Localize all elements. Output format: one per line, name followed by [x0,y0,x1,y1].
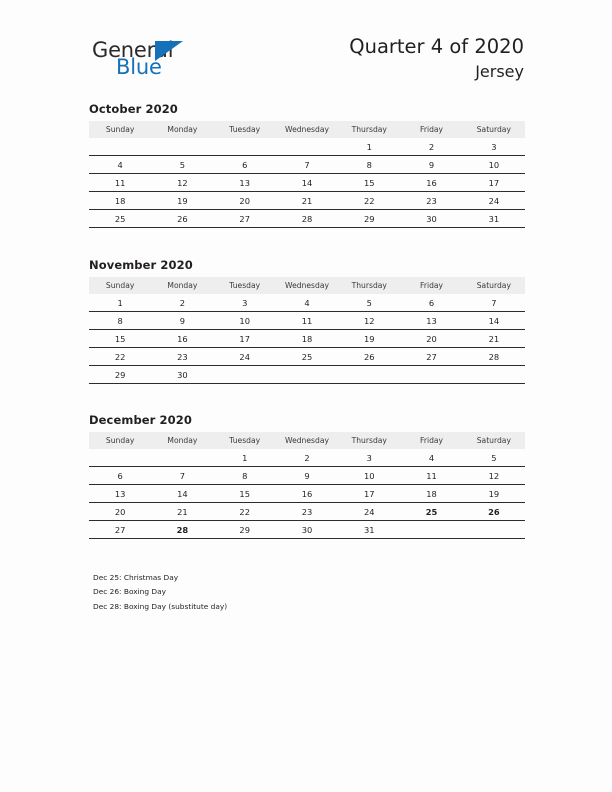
calendar-week-row [89,485,525,503]
calendar-day: 4 [400,449,462,467]
calendar-day: 15 [338,174,400,192]
calendar-day: 29 [214,521,276,539]
month-title: December 2020 [89,413,192,427]
calendar-day: 7 [463,294,525,312]
calendar-week-row [89,294,525,312]
calendar-day: 22 [214,503,276,521]
page-title: Quarter 4 of 2020 [349,35,524,58]
calendar-week-row [89,138,525,156]
calendar-day: 13 [214,174,276,192]
calendar-day: 11 [89,174,151,192]
calendar-day: 2 [400,138,462,156]
calendar-day-empty [276,138,338,156]
calendar-day: 17 [214,330,276,348]
calendar-day: 2 [151,294,213,312]
calendar-day: 7 [151,467,213,485]
calendar-day: 20 [89,503,151,521]
calendar-day: 4 [276,294,338,312]
calendar-day: 3 [463,138,525,156]
calendar-day: 18 [400,485,462,503]
calendar-day: 29 [338,210,400,228]
calendar-day: 11 [276,312,338,330]
calendar-day-empty [214,366,276,384]
holiday-legend-item: Dec 26: Boxing Day [93,587,167,597]
weekday-header-friday: Friday [400,121,462,138]
calendar-day-empty [400,521,462,539]
calendar-day: 23 [400,192,462,210]
calendar-day: 30 [400,210,462,228]
weekday-header-saturday: Saturday [463,432,525,449]
calendar-day: 8 [214,467,276,485]
calendar-day: 14 [463,312,525,330]
calendar-day: 27 [89,521,151,539]
calendar-day: 12 [338,312,400,330]
weekday-header-monday: Monday [151,432,213,449]
calendar-day: 31 [463,210,525,228]
calendar-day: 22 [89,348,151,366]
calendar-day: 4 [89,156,151,174]
calendar-header-row [89,277,525,294]
calendar-day: 24 [463,192,525,210]
weekday-header-sunday: Sunday [89,121,151,138]
weekday-header-saturday: Saturday [463,121,525,138]
calendar-day: 14 [276,174,338,192]
calendar-day-empty [276,366,338,384]
calendar-day: 16 [151,330,213,348]
calendar-day-holiday: 26 [463,503,525,521]
calendar-week-row [89,366,525,384]
calendar-day: 3 [214,294,276,312]
calendar-day: 21 [276,192,338,210]
calendar-day: 13 [89,485,151,503]
calendar-header-row [89,432,525,449]
month-title: November 2020 [89,258,193,272]
calendar-day: 2 [276,449,338,467]
calendar-day: 24 [214,348,276,366]
calendar-day: 7 [276,156,338,174]
calendar-week-row [89,312,525,330]
calendar-day: 21 [463,330,525,348]
weekday-header-tuesday: Tuesday [214,121,276,138]
calendar-body [89,138,525,228]
weekday-header-monday: Monday [151,277,213,294]
calendar-day: 6 [89,467,151,485]
calendar-day: 10 [338,467,400,485]
calendar-day: 9 [276,467,338,485]
calendar-day: 5 [463,449,525,467]
calendar-day: 5 [338,294,400,312]
calendar-day: 12 [463,467,525,485]
calendar-day: 12 [151,174,213,192]
calendar-day-empty [214,138,276,156]
calendar-week-row [89,210,525,228]
calendar-week-row [89,174,525,192]
weekday-header-wednesday: Wednesday [276,432,338,449]
calendar-week-row [89,348,525,366]
calendar-day: 10 [463,156,525,174]
calendar-day: 8 [338,156,400,174]
calendar-body [89,449,525,539]
calendar-day: 22 [338,192,400,210]
calendar-day: 1 [338,138,400,156]
calendar-body [89,294,525,384]
page-subtitle: Jersey [475,62,524,81]
calendar-day: 17 [338,485,400,503]
weekday-header-tuesday: Tuesday [214,432,276,449]
calendar-week-row [89,330,525,348]
weekday-header-thursday: Thursday [338,277,400,294]
calendar-day: 26 [151,210,213,228]
month-block-october [89,102,525,228]
calendar-day: 6 [400,294,462,312]
calendar-day: 1 [89,294,151,312]
calendar-day: 21 [151,503,213,521]
calendar-day-holiday: 28 [151,521,213,539]
calendar-day: 8 [89,312,151,330]
brand-logo [92,38,282,86]
weekday-header-tuesday: Tuesday [214,277,276,294]
calendar-day-holiday: 25 [400,503,462,521]
calendar-day: 14 [151,485,213,503]
calendar-day: 29 [89,366,151,384]
weekday-header-thursday: Thursday [338,432,400,449]
calendar-day: 23 [276,503,338,521]
calendar-day: 25 [276,348,338,366]
calendar-day: 20 [214,192,276,210]
month-block-december [89,413,525,539]
calendar-day-empty [151,449,213,467]
calendar-day-empty [89,138,151,156]
calendar-day: 26 [338,348,400,366]
calendar-day: 5 [151,156,213,174]
calendar-day: 11 [400,467,462,485]
calendar-day: 20 [400,330,462,348]
calendar-day: 23 [151,348,213,366]
calendar-day: 30 [276,521,338,539]
calendar-week-row [89,156,525,174]
holiday-legend-item: Dec 28: Boxing Day (substitute day) [93,601,228,611]
weekday-header-friday: Friday [400,432,462,449]
calendar-day-empty [151,138,213,156]
page-header [0,0,612,100]
calendar-day-empty [400,366,462,384]
brand-name-general: General [92,38,174,62]
calendar-day: 30 [151,366,213,384]
calendar-day: 13 [400,312,462,330]
calendar-table [89,277,525,384]
weekday-header-thursday: Thursday [338,121,400,138]
calendar-day: 19 [463,485,525,503]
calendar-day: 28 [463,348,525,366]
title-block [349,34,524,83]
calendar-day-empty [338,366,400,384]
calendar-day: 1 [214,449,276,467]
weekday-header-sunday: Sunday [89,277,151,294]
calendar-day: 27 [214,210,276,228]
calendar-table [89,121,525,228]
calendar-week-row [89,449,525,467]
weekday-header-saturday: Saturday [463,277,525,294]
calendar-week-row [89,467,525,485]
brand-name-blue: Blue [116,55,162,79]
calendar-day-empty [463,521,525,539]
calendar-day: 28 [276,210,338,228]
weekday-header-wednesday: Wednesday [276,121,338,138]
calendar-table [89,432,525,539]
month-title: October 2020 [89,102,178,116]
calendar-header-row [89,121,525,138]
calendar-day: 27 [400,348,462,366]
weekday-header-wednesday: Wednesday [276,277,338,294]
calendar-day: 10 [214,312,276,330]
calendar-week-row [89,503,525,521]
weekday-header-friday: Friday [400,277,462,294]
month-block-november [89,258,525,384]
calendar-week-row [89,521,525,539]
calendar-day: 17 [463,174,525,192]
holiday-legend [93,571,393,614]
calendar-day: 19 [338,330,400,348]
calendar-day: 9 [400,156,462,174]
calendar-day: 15 [214,485,276,503]
weekday-header-monday: Monday [151,121,213,138]
calendar-day: 16 [276,485,338,503]
calendar-day: 25 [89,210,151,228]
calendar-week-row [89,192,525,210]
calendar-day: 18 [89,192,151,210]
holiday-legend-item: Dec 25: Christmas Day [93,573,179,582]
calendar-day-empty [89,449,151,467]
calendar-day: 15 [89,330,151,348]
calendar-day: 16 [400,174,462,192]
calendar-day: 19 [151,192,213,210]
calendar-day: 24 [338,503,400,521]
calendar-day: 6 [214,156,276,174]
calendar-day: 9 [151,312,213,330]
calendar-day-empty [463,366,525,384]
weekday-header-sunday: Sunday [89,432,151,449]
calendar-day: 18 [276,330,338,348]
calendar-day: 31 [338,521,400,539]
calendar-day: 3 [338,449,400,467]
